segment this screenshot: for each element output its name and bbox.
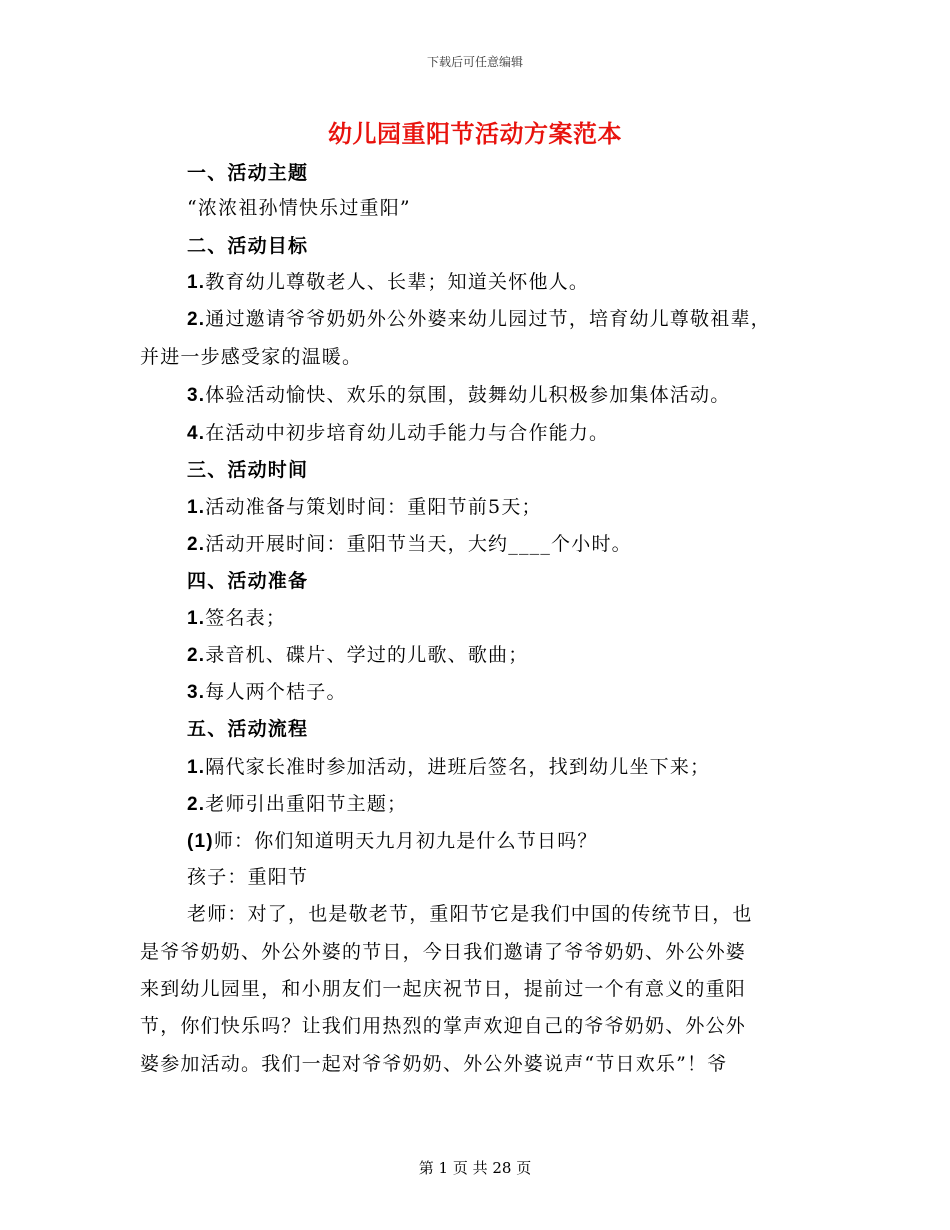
line-text: 每人两个桔子。 [205, 681, 347, 703]
line-text: 来到幼儿园里，和小朋友们一起庆祝节日，提前过一个有意义的重阳 [140, 978, 747, 1000]
line-text: 体验活动愉快、欢乐的氛围，鼓舞幼儿积极参加集体活动。 [205, 384, 731, 406]
list-number: 4. [187, 423, 206, 444]
line-text: 录音机、碟片、学过的儿歌、歌曲； [205, 644, 529, 666]
line-text: 节，你们快乐吗？让我们用热烈的掌声欢迎自己的爷爷奶奶、外公外 [140, 1015, 747, 1037]
list-number: 1. [187, 272, 206, 293]
line-text: 二、活动目标 [187, 235, 309, 257]
paragraph-line [187, 304, 771, 331]
paragraph-line [140, 342, 362, 369]
line-text: 一、活动主题 [187, 162, 309, 184]
line-text: 三、活动时间 [187, 459, 309, 481]
list-number: 1. [187, 608, 206, 629]
paragraph-line [187, 826, 598, 853]
line-text: “浓浓祖孙情快乐过重阳” [187, 197, 411, 219]
list-number: 2. [187, 794, 206, 815]
paragraph-line [140, 1049, 727, 1076]
paragraph-line [187, 899, 753, 926]
list-number: 2. [187, 309, 206, 330]
paragraph-line [187, 677, 347, 704]
paragraph-line [140, 1011, 746, 1038]
paragraph-line [187, 193, 411, 220]
list-number: 2. [187, 534, 206, 555]
paragraph-line [187, 529, 632, 556]
paragraph-line [187, 492, 542, 519]
line-text: 是爷爷奶奶、外公外婆的节日，今日我们邀请了爷爷奶奶、外公外婆 [140, 941, 747, 963]
page-header-note: 下载后可任意编辑 [426, 55, 523, 69]
line-text: 教育幼儿尊敬老人、长辈；知道关怀他人。 [205, 271, 590, 293]
paragraph-line [187, 603, 286, 630]
line-text: 并进一步感受家的温暖。 [140, 346, 363, 368]
line-text: 婆参加活动。我们一起对爷爷奶奶、外公外婆说声“节日欢乐”！爷 [140, 1053, 728, 1075]
paragraph-line [187, 640, 528, 667]
line-text: 活动准备与策划时间：重阳节前5天； [205, 496, 542, 518]
line-text: 老师：对了，也是敬老节，重阳节它是我们中国的传统节日，也 [187, 903, 753, 925]
list-number: 3. [187, 385, 206, 406]
section-heading [187, 455, 308, 482]
line-text: 在活动中初步培育幼儿动手能力与合作能力。 [205, 422, 610, 444]
list-number: 2. [187, 645, 206, 666]
paragraph-line [187, 752, 710, 779]
paragraph-line [187, 789, 407, 816]
paragraph-line [140, 937, 746, 964]
paragraph-line [187, 380, 730, 407]
line-text: 师：你们知道明天九月初九是什么节日吗？ [213, 830, 598, 852]
line-text: 隔代家长准时参加活动，进班后签名，找到幼儿坐下来； [205, 756, 711, 778]
list-number: 3. [187, 682, 206, 703]
paragraph-line [187, 418, 609, 445]
list-number: 1. [187, 497, 206, 518]
line-text: 五、活动流程 [187, 718, 309, 740]
paragraph-line [140, 974, 746, 1001]
line-text: 孩子：重阳节 [187, 866, 309, 888]
page-footer: 第 1 页 共 28 页 [418, 1159, 532, 1177]
line-text: 活动开展时间：重阳节当天，大约____个小时。 [205, 533, 632, 555]
line-text: 四、活动准备 [187, 570, 309, 592]
section-heading [187, 158, 308, 185]
section-heading [187, 566, 308, 593]
section-heading [187, 231, 308, 258]
list-number: 1. [187, 757, 206, 778]
list-number: (1) [187, 831, 214, 852]
page-title: 幼儿园重阳节活动方案范本 [328, 119, 622, 148]
line-text: 签名表； [205, 607, 287, 629]
paragraph-line [187, 862, 308, 889]
paragraph-line [187, 267, 589, 294]
section-heading [187, 714, 308, 741]
line-text: 老师引出重阳节主题； [205, 793, 408, 815]
line-text: 通过邀请爷爷奶奶外公外婆来幼儿园过节，培育幼儿尊敬祖辈， [205, 308, 771, 330]
